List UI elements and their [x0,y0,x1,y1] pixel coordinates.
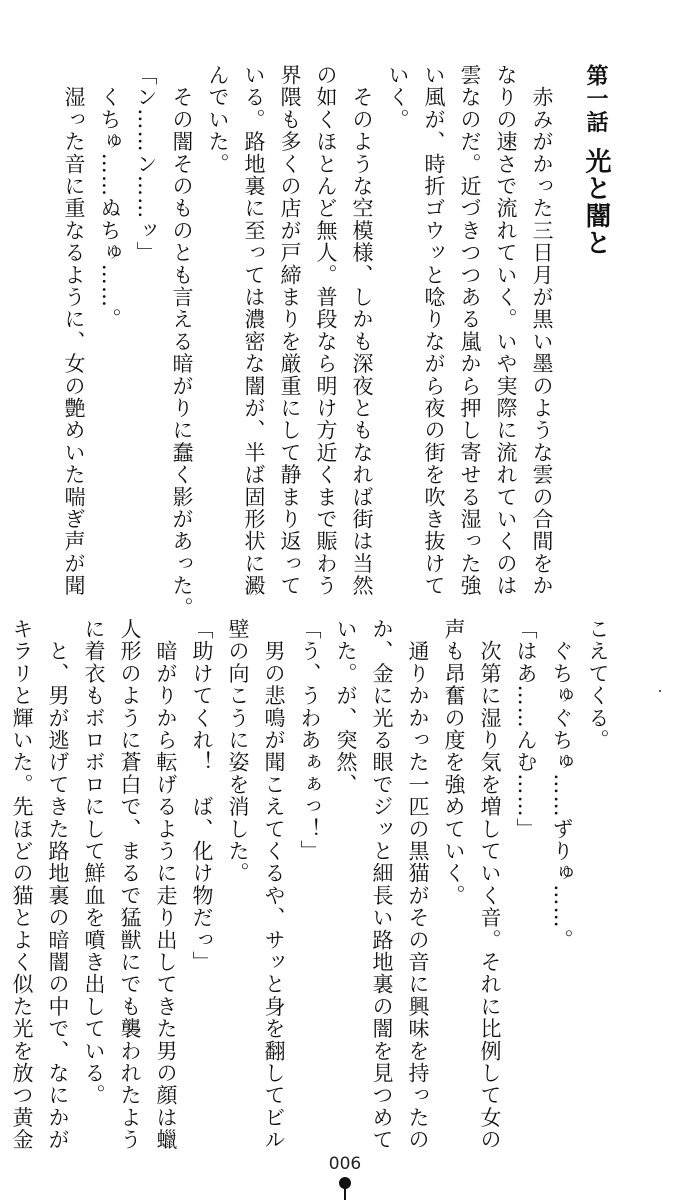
body-line: 声も昂奮の度を強めていく。 [442,618,466,907]
body-line: 「助けてくれ！ ば、化け物だっ」 [190,618,214,974]
body-line: いる。路地裏に至っては濃密な闇が、半ば固形状に澱 [242,64,266,597]
body-line: くちゅ……ぬちゅ……。 [98,64,122,331]
page-marker-icon [339,1177,351,1200]
body-line: 湿った音に重なるように、女の艶めいた喘ぎ声が聞 [62,64,86,597]
body-line: 「はあ……んむ……」 [514,618,538,840]
body-line: 赤みがかった三日月が黒い墨のような雲の合間をか [530,64,554,597]
chapter-title: 光と闇と [581,147,611,257]
body-line: 界隈も多くの店が戸締まりを厳重にして静まり返って [278,64,302,597]
body-line: 雲なのだ。近づきつつある嵐から押し寄せる湿った強 [458,64,482,597]
body-line: なりの速さで流れていく。いや実際に流れていくのは [494,64,518,597]
body-line: 人形のように蒼白で、まるで猛獣にでも襲われたよう [118,618,142,1151]
body-line: の如くほとんど無人。普段なら明け方近くまで賑わう [314,64,338,597]
page-number: 006 [328,1154,362,1174]
body-line: ぐちゅぐちゅ……ずりゅ……。 [550,618,574,951]
print-speck [659,690,661,692]
page-marker-stem [344,1187,346,1200]
body-line: い風が、時折ゴウッと唸りながら夜の街を吹き抜けて [422,64,446,597]
text-block-top [56,64,614,619]
body-line: そのような空模様、しかも深夜ともなれば街は当然 [350,64,374,597]
body-line: 次第に湿り気を増していく音。それに比例して女の [478,618,502,1151]
body-line: 通りかかった一匹の黒猫がその音に興味を持ったの [406,618,430,1151]
body-line: 壁の向こうに姿を消した。 [226,618,250,885]
body-line: 「ン……ン……ッ」 [134,64,158,264]
body-line: その闇そのものとも言える暗がりに蠢く影があった。 [170,64,194,619]
body-line: キラリと輝いた。先ほどの猫とよく似た光を放つ黄金 [10,618,34,1151]
body-line: か、金に光る眼でジッと細長い路地裏の闇を見つめて [370,618,394,1151]
body-line: こえてくる。 [586,618,610,752]
body-line: 暗がりから転げるように走り出してきた男の顔は蠟 [154,618,178,1151]
body-line: と、男が逃げてきた路地裏の暗闇の中で、なにかが [46,618,70,1151]
body-line: んでいた。 [206,64,230,175]
body-line: に着衣もボロボロにして鮮血を噴き出している。 [82,618,106,1107]
body-line: いた。が、突然、 [334,618,358,796]
text-block-bottom [4,618,616,1151]
body-line: いく。 [386,64,410,131]
body-line: 男の悲鳴が聞こえてくるや、サッと身を翻してビル [262,618,286,1151]
body-line: 「う、うわあぁぁっ！」 [298,618,322,863]
chapter-heading [578,64,614,604]
chapter-number: 第一話 [583,64,609,134]
